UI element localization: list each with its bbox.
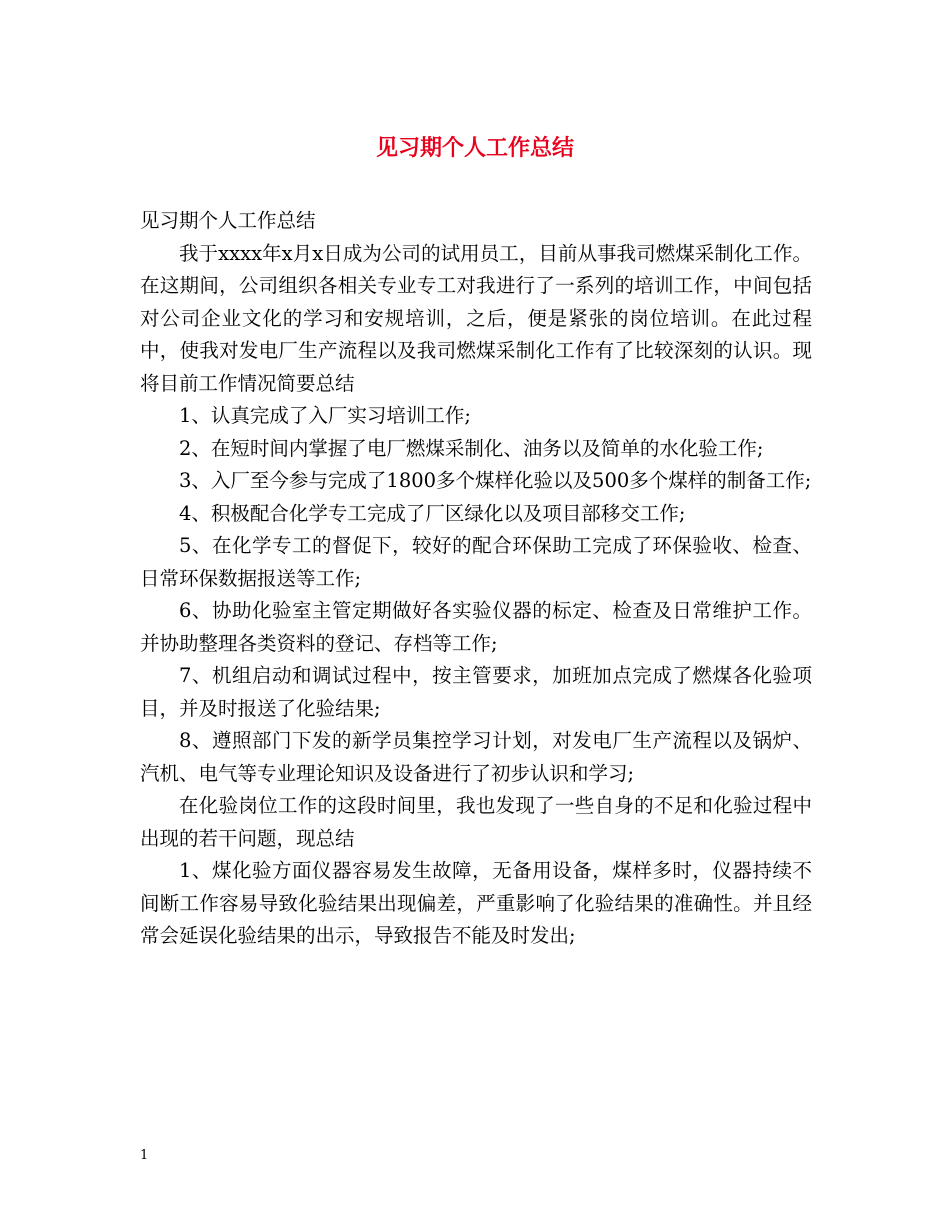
list-item: 4、积极配合化学专工完成了厂区绿化以及项目部移交工作; <box>179 501 686 525</box>
document-title: 见习期个人工作总结 <box>375 135 574 161</box>
document-body <box>140 205 812 953</box>
list-item: 5、在化学专工的督促下，较好的配合环保助工完成了环保验收、检查、日常环保数据报送等工作; <box>140 534 812 590</box>
page-number: 1 <box>140 1148 149 1163</box>
paragraph-intro: 我于xxxx年x月x日成为公司的试用员工，目前从事我司燃煤采制化工作。在这期间，公司组织各相关专业专工对我进行了一系列的培训工作，中间包括对公司企业文化的学习和安规培训，之后，便是紧张的岗位培训。在此过程中，使我对发电厂生产流程以及我司燃煤采制化工作有了比较深刻的认识。现将目前工作情况简要总结 <box>140 241 812 395</box>
paragraph-problems-intro: 在化验岗位工作的这段时间里，我也发现了一些自身的不足和化验过程中出现的若干问题，现总结 <box>140 794 812 850</box>
list-item: 1、煤化验方面仪器容易发生故障，无备用设备，煤样多时，仪器持续不间断工作容易导致化验结果出现偏差，严重影响了化验结果的准确性。并且经常会延误化验结果的出示，导致报告不能及时发出; <box>140 859 812 947</box>
list-item: 6、协助化验室主管定期做好各实验仪器的标定、检查及日常维护工作。并协助整理各类资料的登记、存档等工作; <box>140 599 812 655</box>
list-item: 8、遵照部门下发的新学员集控学习计划，对发电厂生产流程以及锅炉、汽机、电气等专业理论知识及设备进行了初步认识和学习; <box>140 729 812 785</box>
list-item: 3、入厂至今参与完成了1800多个煤样化验以及500多个煤样的制备工作; <box>179 469 812 492</box>
list-item: 7、机组启动和调试过程中，按主管要求，加班加点完成了燃煤各化验项目，并及时报送了化验结果; <box>140 664 812 720</box>
list-item: 2、在短时间内掌握了电厂燃煤采制化、油务以及简单的水化验工作; <box>179 436 764 460</box>
document-subtitle: 见习期个人工作总结 <box>140 209 316 232</box>
list-item: 1、认真完成了入厂实习培训工作; <box>179 404 471 427</box>
